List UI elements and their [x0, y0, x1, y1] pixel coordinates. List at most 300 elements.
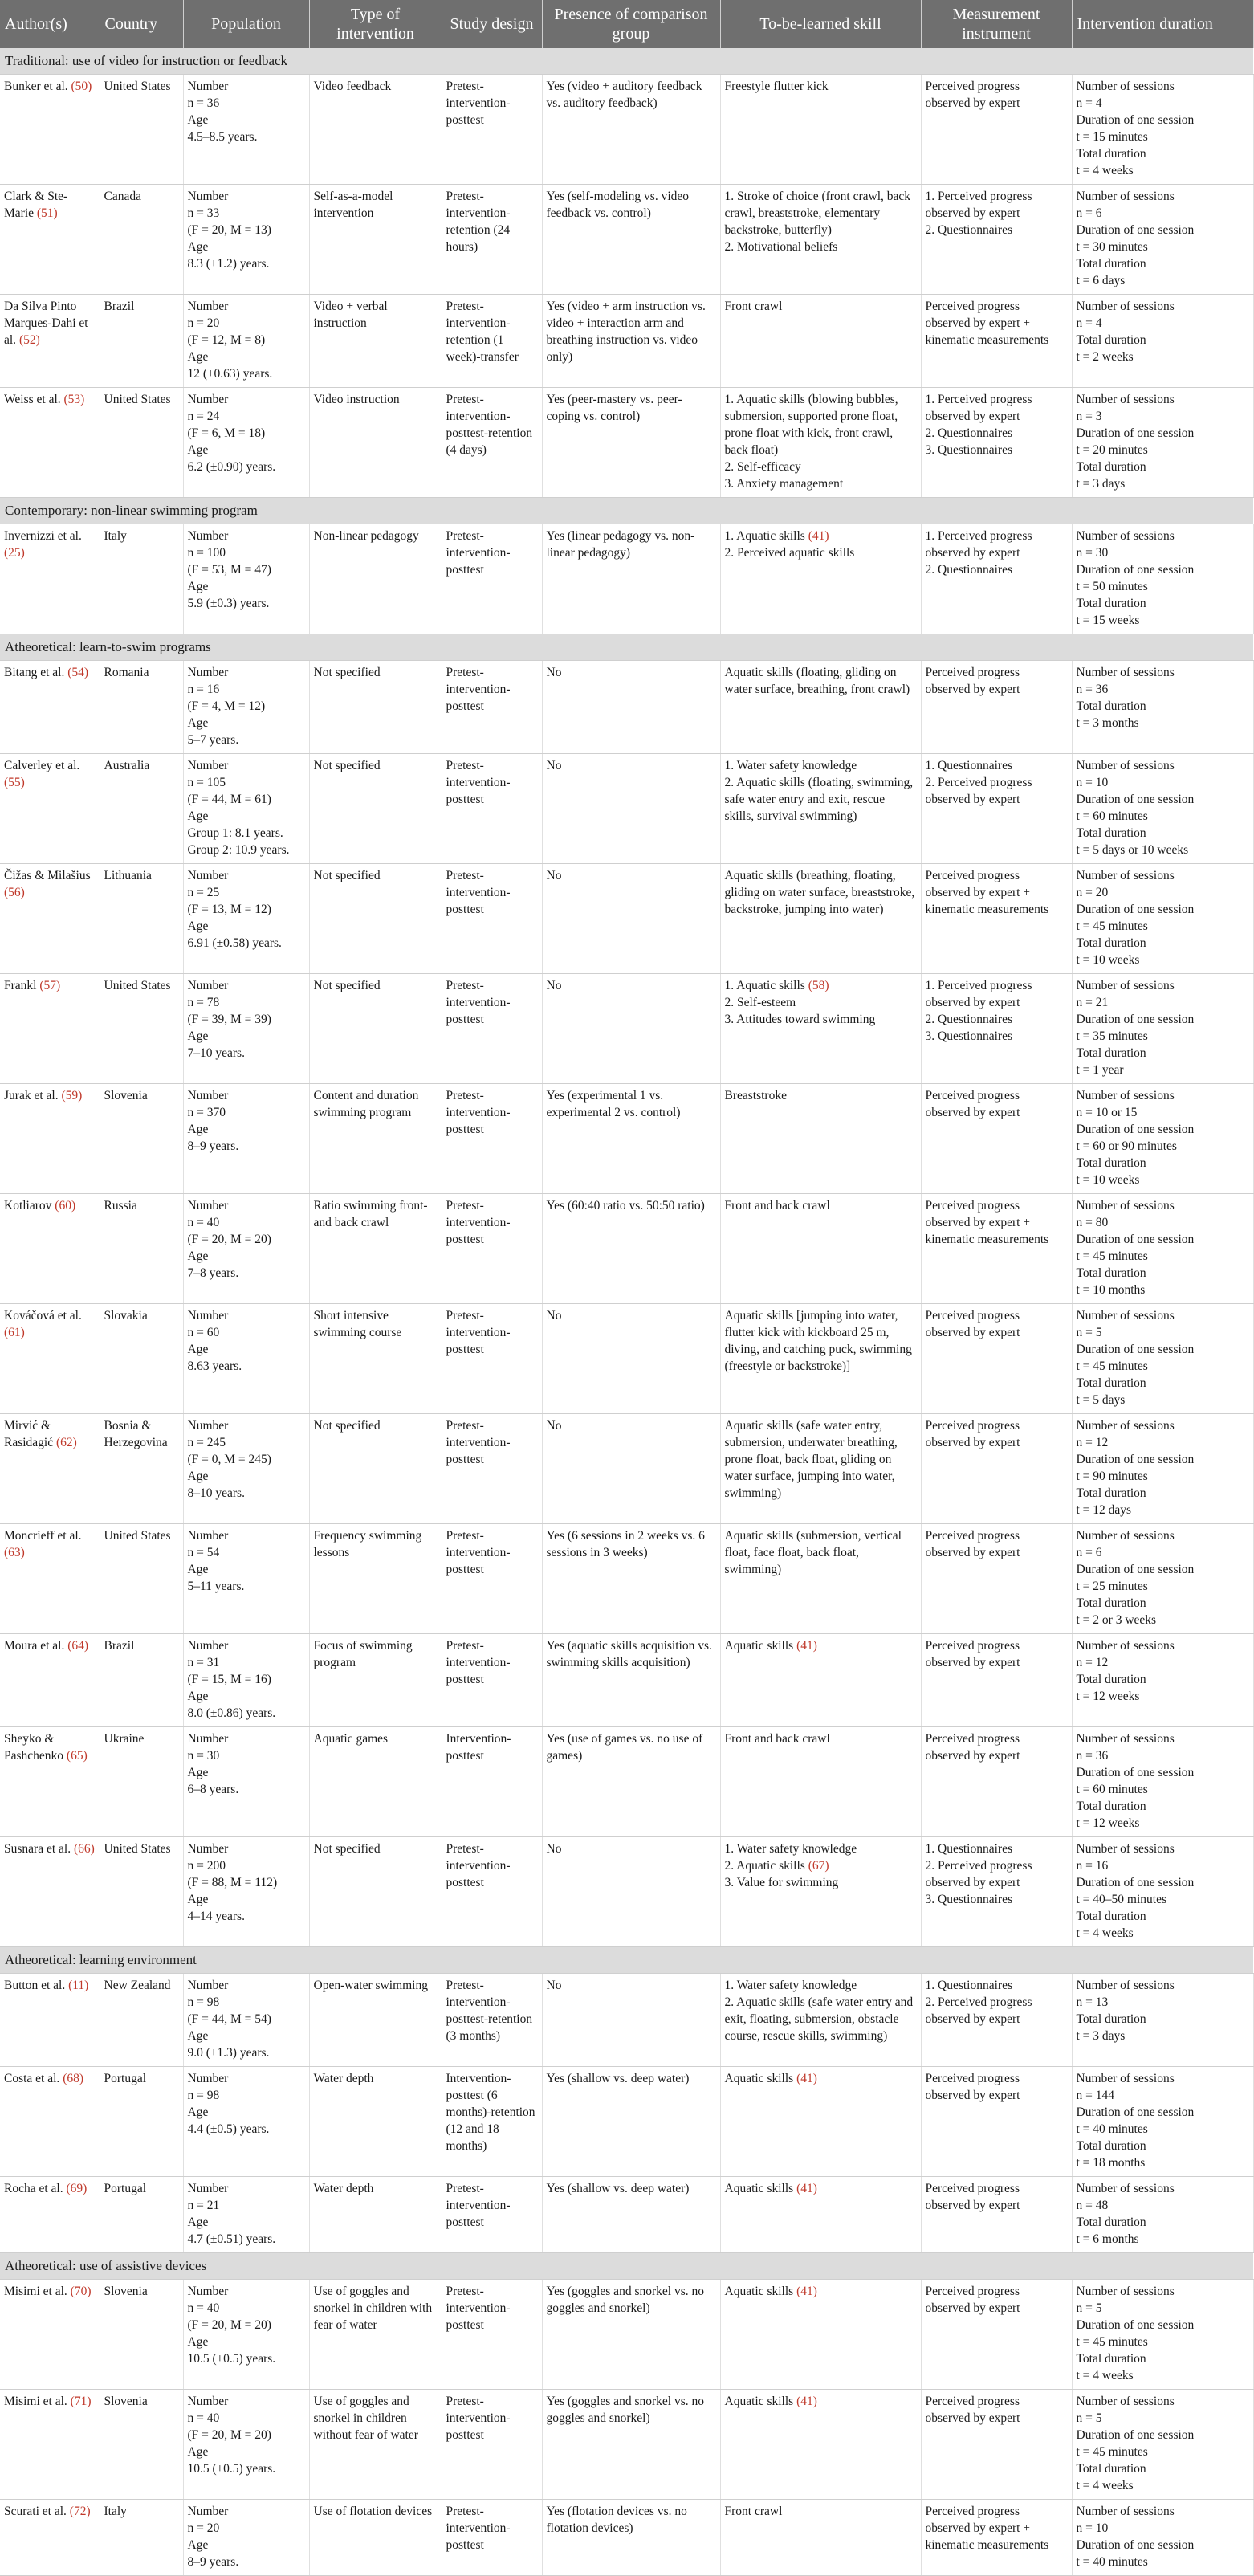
- cell-comparison: Yes (self-modeling vs. video feedback vs. control): [542, 185, 720, 295]
- cell-country: Romania: [100, 661, 183, 754]
- population-line: (F = 20, M = 20): [187, 1233, 271, 1246]
- duration-line: n = 10 or 15: [1076, 1106, 1138, 1119]
- author-name: Clark & Ste-Marie: [4, 190, 68, 220]
- population-line: n = 78: [187, 996, 220, 1009]
- cell-country: Slovenia: [100, 2390, 183, 2500]
- citation-ref: (41): [808, 529, 829, 543]
- duration-line: Total duration: [1076, 826, 1146, 840]
- population-line: 4.7 (±0.51) years.: [187, 2232, 276, 2246]
- table-row: [0, 2067, 1253, 2177]
- cell-instrument: [921, 2067, 1072, 2177]
- citation-ref: (57): [39, 979, 61, 992]
- citation-ref: (61): [4, 1326, 25, 1339]
- population-line: Number: [187, 666, 229, 679]
- duration-line: t = 4 weeks: [1076, 2479, 1134, 2492]
- population-line: n = 36: [187, 96, 220, 110]
- population-line: n = 200: [187, 1859, 226, 1873]
- author-name: Bunker et al.: [4, 79, 71, 93]
- cell-country: Canada: [100, 185, 183, 295]
- skill-line: Breaststroke: [724, 1089, 787, 1103]
- cell-population: [183, 974, 309, 1084]
- skill-line: 1. Aquatic skills (58): [724, 979, 829, 992]
- population-line: Number: [187, 300, 229, 313]
- population-line: n = 98: [187, 2089, 220, 2102]
- cell-instrument: [921, 1194, 1072, 1304]
- instrument-line: 3. Questionnaires: [925, 1893, 1012, 1906]
- population-line: Age: [187, 240, 209, 254]
- cell-intervention: Video feedback: [309, 75, 442, 185]
- cell-population: [183, 754, 309, 864]
- instrument-line: 1. Perceived progress observed by expert: [925, 393, 1032, 423]
- cell-author: [0, 1837, 100, 1947]
- duration-line: Duration of one session: [1076, 1563, 1195, 1576]
- population-line: Number: [187, 1639, 229, 1653]
- duration-line: n = 21: [1076, 996, 1109, 1009]
- population-line: 8–9 years.: [187, 2555, 239, 2569]
- skill-line: 3. Attitudes toward swimming: [724, 1013, 876, 1026]
- population-line: (F = 20, M = 20): [187, 2428, 271, 2442]
- cell-country: United States: [100, 1524, 183, 1634]
- cell-instrument: [921, 2500, 1072, 2576]
- duration-line: n = 36: [1076, 683, 1109, 696]
- cell-duration: [1072, 1837, 1253, 1947]
- population-line: Age: [187, 2538, 209, 2552]
- population-line: (F = 15, M = 16): [187, 1673, 271, 1686]
- instrument-line: Perceived progress observed by expert + kinematic measurements: [925, 300, 1049, 347]
- table-row: [0, 754, 1253, 864]
- cell-duration: [1072, 1304, 1253, 1414]
- duration-line: Duration of one session: [1076, 2428, 1195, 2442]
- duration-line: Number of sessions: [1076, 1979, 1175, 1992]
- cell-duration: [1072, 2177, 1253, 2253]
- citation-ref: (64): [67, 1639, 89, 1653]
- cell-comparison: Yes (goggles and snorkel vs. no goggles and snorkel): [542, 2390, 720, 2500]
- cell-intervention: Open-water swimming: [309, 1974, 442, 2067]
- population-line: Age: [187, 2335, 209, 2349]
- instrument-line: Perceived progress observed by expert: [925, 1309, 1020, 1339]
- cell-population: [183, 1524, 309, 1634]
- cell-comparison: Yes (aquatic skills acquisition vs. swimming skills acquisition): [542, 1634, 720, 1727]
- population-line: Number: [187, 1529, 229, 1543]
- cell-comparison: Yes (linear pedagogy vs. non-linear pedagogy): [542, 524, 720, 634]
- population-line: n = 24: [187, 410, 220, 423]
- cell-author: [0, 1414, 100, 1524]
- duration-line: n = 144: [1076, 2089, 1114, 2102]
- skill-line: 3. Value for swimming: [724, 1876, 839, 1889]
- cell-skill: [720, 185, 921, 295]
- population-line: Number: [187, 190, 229, 203]
- author-name: Moura et al.: [4, 1639, 68, 1653]
- instrument-line: 2. Questionnaires: [925, 426, 1012, 440]
- section-row: [0, 2253, 1253, 2280]
- citation-ref: (65): [66, 1749, 88, 1763]
- cell-instrument: [921, 1634, 1072, 1727]
- duration-line: t = 3 days: [1076, 477, 1126, 491]
- cell-study-design: Pretest-intervention-posttest: [442, 1634, 542, 1727]
- cell-country: Russia: [100, 1194, 183, 1304]
- table-row: [0, 524, 1253, 634]
- population-line: Number: [187, 1199, 229, 1213]
- cell-study-design: Pretest-intervention-posttest: [442, 661, 542, 754]
- population-line: 10.5 (±0.5) years.: [187, 2352, 276, 2366]
- duration-line: Duration of one session: [1076, 223, 1195, 237]
- duration-line: Total duration: [1076, 1156, 1146, 1170]
- table-row: [0, 1634, 1253, 1727]
- duration-line: Number of sessions: [1076, 79, 1175, 93]
- population-line: n = 60: [187, 1326, 220, 1339]
- citation-ref: (52): [18, 333, 40, 347]
- duration-line: Duration of one session: [1076, 1233, 1195, 1246]
- cell-country: United States: [100, 75, 183, 185]
- author-name: Misimi et al.: [4, 2285, 71, 2298]
- cell-duration: [1072, 661, 1253, 754]
- cell-study-design: Pretest-intervention-posttest: [442, 1194, 542, 1304]
- cell-comparison: No: [542, 864, 720, 974]
- cell-comparison: Yes (flotation devices vs. no flotation devices): [542, 2500, 720, 2576]
- population-line: Age: [187, 443, 209, 457]
- cell-study-design: Pretest-intervention-posttest: [442, 864, 542, 974]
- skill-line: 1. Aquatic skills (41): [724, 529, 829, 543]
- population-line: (F = 12, M = 8): [187, 333, 266, 347]
- duration-line: Number of sessions: [1076, 190, 1175, 203]
- cell-population: [183, 1837, 309, 1947]
- cell-instrument: [921, 974, 1072, 1084]
- cell-intervention: Content and duration swimming program: [309, 1084, 442, 1194]
- cell-duration: [1072, 2280, 1253, 2390]
- population-line: 7–8 years.: [187, 1266, 239, 1280]
- cell-duration: [1072, 295, 1253, 388]
- author-name: Scurati et al.: [4, 2505, 70, 2518]
- cell-comparison: No: [542, 1304, 720, 1414]
- population-line: 10.5 (±0.5) years.: [187, 2462, 276, 2476]
- duration-line: Number of sessions: [1076, 1089, 1175, 1103]
- cell-study-design: Pretest-intervention-posttest: [442, 974, 542, 1084]
- section-title: Atheoretical: use of assistive devices: [0, 2253, 1253, 2280]
- cell-study-design: Intervention-posttest (6 months)-retention (12 and 18 months): [442, 2067, 542, 2177]
- cell-duration: [1072, 388, 1253, 498]
- cell-instrument: [921, 1524, 1072, 1634]
- cell-instrument: [921, 754, 1072, 864]
- cell-duration: [1072, 185, 1253, 295]
- cell-population: [183, 2177, 309, 2253]
- population-line: (F = 20, M = 13): [187, 223, 271, 237]
- duration-line: Number of sessions: [1076, 1309, 1175, 1323]
- table-row: [0, 1837, 1253, 1947]
- skill-line: Freestyle flutter kick: [724, 79, 829, 93]
- population-line: n = 40: [187, 2411, 220, 2425]
- skill-line: 2. Motivational beliefs: [724, 240, 838, 254]
- population-line: 4.4 (±0.5) years.: [187, 2122, 270, 2136]
- cell-skill: [720, 974, 921, 1084]
- population-line: Age: [187, 1343, 209, 1356]
- duration-line: t = 25 minutes: [1076, 1579, 1148, 1593]
- duration-line: Total duration: [1076, 1046, 1146, 1060]
- citation-ref: (41): [796, 2395, 817, 2408]
- cell-comparison: Yes (video + auditory feedback vs. auditory feedback): [542, 75, 720, 185]
- skill-line: Aquatic skills [jumping into water, flutter kick with kickboard 25 m, diving, and catching puck, swimming (freestyle or backstroke)]: [724, 1309, 912, 1373]
- population-line: 6.2 (±0.90) years.: [187, 460, 276, 474]
- instrument-line: 2. Questionnaires: [925, 1013, 1012, 1026]
- duration-line: Duration of one session: [1076, 1766, 1195, 1779]
- duration-line: t = 10 weeks: [1076, 953, 1140, 967]
- cell-population: [183, 185, 309, 295]
- cell-author: [0, 1304, 100, 1414]
- section-row: [0, 498, 1253, 524]
- cell-skill: [720, 1634, 921, 1727]
- population-line: Age: [187, 1123, 209, 1136]
- author-name: Moncrieff et al.: [4, 1529, 82, 1543]
- duration-line: Number of sessions: [1076, 1639, 1175, 1653]
- cell-comparison: No: [542, 1837, 720, 1947]
- cell-population: [183, 1414, 309, 1524]
- duration-line: n = 80: [1076, 1216, 1109, 1229]
- duration-line: t = 5 days: [1076, 1393, 1126, 1407]
- table-row: [0, 2500, 1253, 2576]
- skill-line: 2. Aquatic skills (floating, swimming, safe water entry and exit, rescue skills, survival swimming): [724, 776, 914, 823]
- cell-duration: [1072, 974, 1253, 1084]
- table-row: [0, 295, 1253, 388]
- cell-population: [183, 1974, 309, 2067]
- table-row: [0, 388, 1253, 498]
- cell-instrument: [921, 2177, 1072, 2253]
- cell-study-design: Pretest-intervention-retention (24 hours): [442, 185, 542, 295]
- cell-author: [0, 864, 100, 974]
- population-line: Age: [187, 809, 209, 823]
- duration-line: t = 45 minutes: [1076, 2335, 1148, 2349]
- cell-intervention: Aquatic games: [309, 1727, 442, 1837]
- author-name: Bitang et al.: [4, 666, 68, 679]
- cell-comparison: No: [542, 1414, 720, 1524]
- duration-line: n = 12: [1076, 1656, 1109, 1669]
- duration-line: t = 50 minutes: [1076, 580, 1148, 593]
- cell-author: [0, 1194, 100, 1304]
- cell-intervention: Frequency swimming lessons: [309, 1524, 442, 1634]
- duration-line: n = 12: [1076, 1436, 1109, 1449]
- cell-duration: [1072, 2067, 1253, 2177]
- header-comparison: Presence of comparison group: [542, 0, 720, 48]
- cell-skill: [720, 1837, 921, 1947]
- skill-line: Front crawl: [724, 2505, 783, 2518]
- population-line: Number: [187, 2395, 229, 2408]
- citation-ref: (72): [69, 2505, 91, 2518]
- cell-comparison: Yes (60:40 ratio vs. 50:50 ratio): [542, 1194, 720, 1304]
- population-line: Age: [187, 2445, 209, 2459]
- duration-line: t = 30 minutes: [1076, 240, 1148, 254]
- duration-line: n = 13: [1076, 1995, 1109, 2009]
- cell-population: [183, 864, 309, 974]
- cell-comparison: Yes (6 sessions in 2 weeks vs. 6 sessions in 3 weeks): [542, 1524, 720, 1634]
- population-line: Age: [187, 350, 209, 364]
- skill-line: 1. Aquatic skills (blowing bubbles, submersion, supported prone float, prone float with kick, front crawl, back float): [724, 393, 898, 457]
- cell-country: Brazil: [100, 1634, 183, 1727]
- cell-skill: [720, 1084, 921, 1194]
- population-line: (F = 53, M = 47): [187, 563, 271, 577]
- cell-comparison: No: [542, 661, 720, 754]
- citation-ref: (41): [796, 2285, 817, 2298]
- citation-ref: (41): [796, 1639, 817, 1653]
- duration-line: t = 35 minutes: [1076, 1029, 1148, 1043]
- duration-line: t = 3 days: [1076, 2029, 1126, 2043]
- cell-instrument: [921, 524, 1072, 634]
- population-line: Age: [187, 1469, 209, 1483]
- population-line: Number: [187, 759, 229, 772]
- population-line: Age: [187, 1563, 209, 1576]
- duration-line: n = 6: [1076, 1546, 1102, 1559]
- skill-line: 2. Aquatic skills (67): [724, 1859, 829, 1873]
- duration-line: Number of sessions: [1076, 2505, 1175, 2518]
- population-line: Number: [187, 979, 229, 992]
- cell-study-design: Pretest-intervention-posttest: [442, 2177, 542, 2253]
- duration-line: t = 15 minutes: [1076, 130, 1148, 144]
- population-line: Age: [187, 1893, 209, 1906]
- duration-line: Duration of one session: [1076, 426, 1195, 440]
- author-name: Da Silva Pinto Marques-Dahi et al.: [4, 300, 88, 347]
- duration-line: n = 48: [1076, 2199, 1109, 2212]
- skill-line: Front and back crawl: [724, 1199, 830, 1213]
- cell-country: Italy: [100, 2500, 183, 2576]
- cell-skill: [720, 1194, 921, 1304]
- cell-population: [183, 295, 309, 388]
- duration-line: Number of sessions: [1076, 2395, 1175, 2408]
- cell-intervention: Video instruction: [309, 388, 442, 498]
- duration-line: Duration of one session: [1076, 793, 1195, 806]
- instrument-line: 2. Questionnaires: [925, 563, 1012, 577]
- population-line: Number: [187, 2182, 229, 2195]
- duration-line: t = 12 weeks: [1076, 1816, 1140, 1830]
- cell-population: [183, 2067, 309, 2177]
- table-row: [0, 974, 1253, 1084]
- citation-ref: (55): [4, 776, 25, 789]
- author-name: Jurak et al.: [4, 1089, 62, 1103]
- duration-line: t = 4 weeks: [1076, 2369, 1134, 2382]
- duration-line: t = 45 minutes: [1076, 919, 1148, 933]
- duration-line: Total duration: [1076, 936, 1146, 950]
- cell-intervention: Use of goggles and snorkel in children without fear of water: [309, 2390, 442, 2500]
- instrument-line: Perceived progress observed by expert: [925, 1419, 1020, 1449]
- header-instrument: Measurement instrument: [921, 0, 1072, 48]
- citation-ref: (11): [68, 1979, 89, 1992]
- instrument-line: 2. Perceived progress observed by expert: [925, 776, 1032, 806]
- population-line: 5–11 years.: [187, 1579, 245, 1593]
- cell-author: [0, 2067, 100, 2177]
- author-name: Kováčová et al.: [4, 1309, 82, 1323]
- duration-line: Duration of one session: [1076, 1343, 1195, 1356]
- duration-line: Number of sessions: [1076, 393, 1175, 406]
- duration-line: Duration of one session: [1076, 1876, 1195, 1889]
- duration-line: t = 15 weeks: [1076, 613, 1140, 627]
- cell-study-design: Intervention-posttest: [442, 1727, 542, 1837]
- cell-intervention: Focus of swimming program: [309, 1634, 442, 1727]
- duration-line: t = 18 months: [1076, 2156, 1146, 2170]
- cell-country: New Zealand: [100, 1974, 183, 2067]
- population-line: Age: [187, 113, 209, 127]
- population-line: Age: [187, 2215, 209, 2229]
- duration-line: n = 5: [1076, 2411, 1102, 2425]
- header-study-design: Study design: [442, 0, 542, 48]
- table-row: [0, 864, 1253, 974]
- duration-line: Total duration: [1076, 2352, 1146, 2366]
- author-name: Calverley et al.: [4, 759, 80, 772]
- skill-line: Aquatic skills (breathing, floating, gliding on water surface, breaststroke, backstroke, jumping into water): [724, 869, 915, 916]
- cell-author: [0, 1974, 100, 2067]
- population-line: Number: [187, 869, 229, 882]
- duration-line: n = 10: [1076, 776, 1109, 789]
- cell-skill: [720, 2177, 921, 2253]
- cell-instrument: [921, 864, 1072, 974]
- cell-intervention: Not specified: [309, 1837, 442, 1947]
- cell-country: Slovenia: [100, 2280, 183, 2390]
- duration-line: Number of sessions: [1076, 979, 1175, 992]
- cell-intervention: Not specified: [309, 754, 442, 864]
- duration-line: n = 16: [1076, 1859, 1109, 1873]
- cell-country: Lithuania: [100, 864, 183, 974]
- skill-line: 1. Water safety knowledge: [724, 759, 857, 772]
- population-line: Number: [187, 2505, 229, 2518]
- cell-comparison: Yes (experimental 1 vs. experimental 2 vs. control): [542, 1084, 720, 1194]
- population-line: n = 100: [187, 546, 226, 560]
- population-line: n = 20: [187, 2521, 220, 2535]
- header-duration: Intervention duration: [1072, 0, 1253, 48]
- duration-line: Duration of one session: [1076, 903, 1195, 916]
- section-title: Contemporary: non-linear swimming program: [0, 498, 1253, 524]
- cell-intervention: Video + verbal instruction: [309, 295, 442, 388]
- duration-line: n = 5: [1076, 2301, 1102, 2315]
- cell-intervention: Non-linear pedagogy: [309, 524, 442, 634]
- skill-line: Front and back crawl: [724, 1732, 830, 1746]
- population-line: 8–10 years.: [187, 1486, 245, 1500]
- duration-line: n = 30: [1076, 546, 1109, 560]
- cell-duration: [1072, 2500, 1253, 2576]
- cell-population: [183, 1194, 309, 1304]
- instrument-line: 2. Questionnaires: [925, 223, 1012, 237]
- population-line: (F = 44, M = 54): [187, 2012, 271, 2026]
- duration-line: Number of sessions: [1076, 300, 1175, 313]
- duration-line: Total duration: [1076, 2215, 1146, 2229]
- cell-comparison: Yes (shallow vs. deep water): [542, 2177, 720, 2253]
- duration-line: Total duration: [1076, 333, 1146, 347]
- skill-line: Aquatic skills (floating, gliding on water surface, breathing, front crawl): [724, 666, 910, 696]
- duration-line: Duration of one session: [1076, 563, 1195, 577]
- duration-line: Total duration: [1076, 699, 1146, 713]
- duration-line: Number of sessions: [1076, 529, 1175, 543]
- header-author: Author(s): [0, 0, 100, 48]
- skill-line: 1. Water safety knowledge: [724, 1979, 857, 1992]
- citation-ref: (62): [56, 1436, 77, 1449]
- duration-line: t = 3 months: [1076, 716, 1139, 730]
- citation-ref: (51): [36, 206, 58, 220]
- cell-country: Ukraine: [100, 1727, 183, 1837]
- cell-country: United States: [100, 974, 183, 1084]
- cell-country: Portugal: [100, 2177, 183, 2253]
- population-line: Group 2: 10.9 years.: [187, 843, 290, 857]
- cell-author: [0, 2390, 100, 2500]
- duration-line: Total duration: [1076, 1673, 1146, 1686]
- duration-line: Total duration: [1076, 257, 1146, 271]
- instrument-line: 1. Perceived progress observed by expert: [925, 190, 1032, 220]
- cell-study-design: Pretest-intervention-posttest: [442, 1837, 542, 1947]
- population-line: 6.91 (±0.58) years.: [187, 936, 282, 950]
- population-line: Number: [187, 1979, 229, 1992]
- duration-line: n = 36: [1076, 1749, 1109, 1763]
- duration-line: t = 2 weeks: [1076, 350, 1134, 364]
- skill-line: Aquatic skills (41): [724, 2072, 817, 2085]
- cell-author: [0, 295, 100, 388]
- cell-country: Slovakia: [100, 1304, 183, 1414]
- duration-line: Duration of one session: [1076, 1453, 1195, 1466]
- skill-line: 2. Aquatic skills (safe water entry and exit, floating, submersion, obstacle course, rescue skills, swimming): [724, 1995, 914, 2043]
- cell-author: [0, 388, 100, 498]
- skill-line: Aquatic skills (41): [724, 2285, 817, 2298]
